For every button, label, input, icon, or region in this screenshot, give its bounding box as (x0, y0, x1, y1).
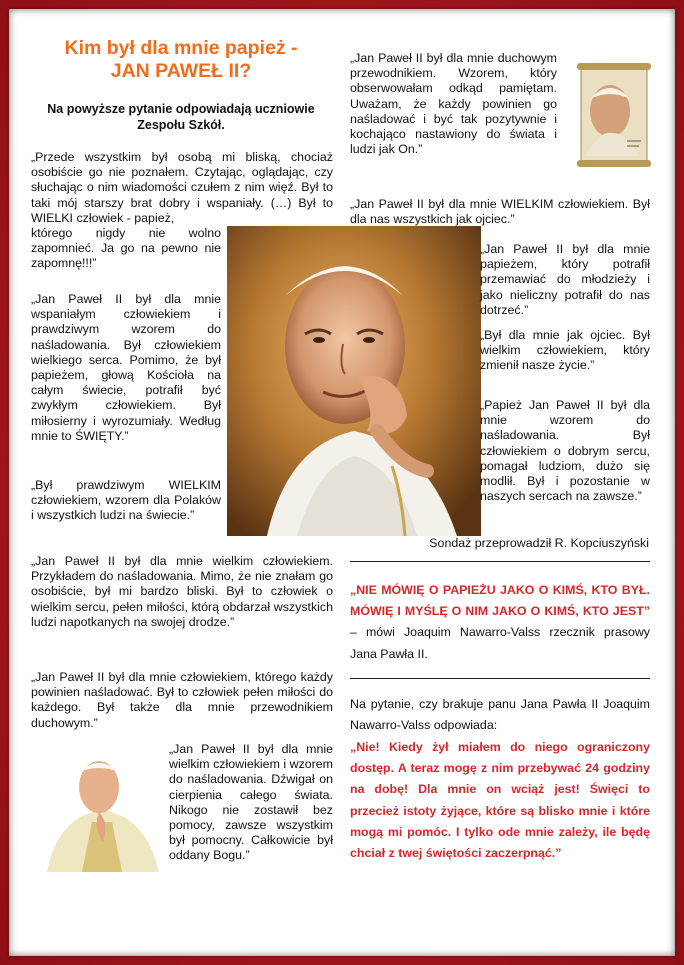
survey-credit: Sondaż przeprowadził R. Kopciuszyński (429, 536, 649, 550)
pope-portrait-image (227, 226, 481, 536)
left-quote-1-bottom: którego nigdy nie wolno zapomnieć. Ja go na pewno nie zapomnę!!!” (31, 226, 221, 271)
page-title (31, 37, 331, 83)
title-line-1: Kim był dla mnie papież - (64, 37, 298, 59)
left-quote-6: „Jan Paweł II był dla mnie wielkim człowiekiem i wzorem do naśladowania. Dźwigał on cierpienia całego świata. Nikogo nie zostawił bez pomocy, zawsze wszystkim był pomocny. Całkowicie był oddany Bogu.” (169, 742, 333, 863)
left-quote-3: „Był prawdziwym WIELKIM człowiekiem, wzorem dla Polaków i wszystkich ludzi na świecie.” (31, 478, 221, 523)
red-quote-text: „NIE MÓWIĘ O PAPIEŻU JAKO O KIMŚ, KTO BYŁ. MÓWIĘ I MYŚLĘ O NIM JAKO O KIMŚ, KTO JEST” (350, 583, 650, 619)
pope-scroll-image (575, 61, 653, 169)
praying-pope-image (37, 742, 167, 872)
right-quote-5: „Papież Jan Paweł II był dla mnie wzorem do naśladowania. Był człowiekiem o dobrym sercu, pomagał ludziom, dużo się modlił. Był i pozostanie w naszych sercach na zawsze.” (480, 398, 650, 504)
right-quote-4: „Był dla mnie jak ojciec. Był wielkim człowiekiem, który zmienił nasze życie.” (480, 328, 650, 373)
section-divider-2 (350, 678, 650, 679)
title-line-2: JAN PAWEŁ II? (110, 60, 252, 82)
right-quote-3: „Jan Paweł II był dla mnie papieżem, który potrafił przemawiać do młodzieży i jako nieliczny potrafił do nas dotrzeć.” (480, 242, 650, 317)
answer-text: „Nie! Kiedy żył miałem do niego ograniczony dostęp. A teraz mogę z nim przebywać 24 godziny na dobę! Dla mnie on wciąż jest! Święci to przecież istoty żyjące, które są blisko mnie i które mogą mi pomóc. I tylko ode mnie zależy, ile będę chciał z twej świętości zaczerpnąć.” (350, 740, 650, 861)
section-divider-1 (350, 561, 650, 562)
left-quote-5: „Jan Paweł II był dla mnie człowiekiem, którego każdy powinien naśladować. Był to człowiek pełen miłości do każdego. Był także dla mnie przewodnikiem duchowym.” (31, 670, 333, 730)
attribution-text: – mówi Joaquim Nawarro-Valss rzecznik prasowy Jana Pawła II. (350, 625, 650, 661)
right-quote-1: „Jan Paweł II był dla mnie duchowym przewodnikiem. Wzorem, który obserwowałam odkąd pamiętam. Uważam, że każdy powinien go naśladować i być tak pozytywnie i kochająco nastawiony do świata i ludzi jak On.” (350, 51, 557, 157)
left-quote-1-top: „Przede wszystkim był osobą mi bliską, chociaż osobiście go nie poznałem. Czytając, oglądając, czy słuchając o nim wiadomości czułem z nim więź. Był to taki mój starszy brat dobry i wspaniały. (…) Był to WIELKI człowiek - papież, (31, 150, 333, 225)
intro-text: Na pytanie, czy brakuje panu Jana Pawła II Joaquim Nawarro-Valss odpowiada: (350, 697, 650, 733)
left-quote-4: „Jan Paweł II był dla mnie wielkim człowiekiem. Przykładem do naśladowania. Mimo, że nie znałam go osobiście, był mi bardzo bliski. Był to człowiek o wielkim sercu, pełen miłości, którą obdarzał wszystkich ludzi napotkanych na swojej drodze.” (31, 554, 333, 629)
subtitle: Na powyższe pytanie odpowiadają uczniowie Zespołu Szkół. (47, 102, 315, 132)
spokesman-quote (350, 580, 650, 665)
paper-sheet (9, 9, 675, 956)
left-quote-2: „Jan Paweł II był dla mnie wspaniałym człowiekiem i prawdziwym wzorem do naśladowania. Był człowiekiem wielkiego serca. Pomimo, że był papieżem, głową Kościoła na całym świecie, potrafił być zwykłym człowiekiem. Był miłosierny i wyrozumiały. Według mnie to ŚWIĘTY.” (31, 292, 221, 443)
right-quote-2: „Jan Paweł II był dla mnie WIELKIM człowiekiem. Był dla nas wszystkich jak ojciec.” (350, 197, 650, 227)
